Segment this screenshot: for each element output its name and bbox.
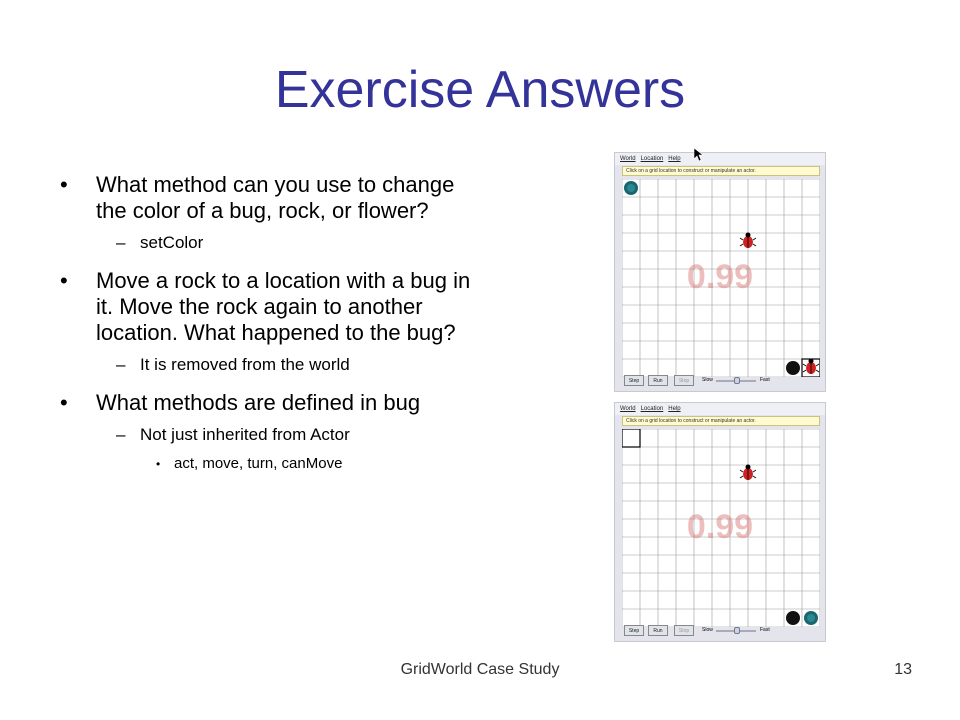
bullet-question-2: [60, 268, 480, 346]
speed-slider-knob[interactable]: [734, 377, 740, 384]
control-bar: [622, 375, 820, 387]
menu-world[interactable]: World: [620, 156, 636, 162]
mouse-cursor-icon: [694, 148, 704, 162]
answer-text: Not just inherited from Actor: [140, 425, 350, 444]
bullet-text: What method can you use to change the color of a bug, rock, or flower?: [96, 172, 455, 223]
stop-button: Stop: [674, 625, 694, 636]
answer-text: setColor: [140, 233, 204, 252]
slow-label: Slow: [702, 377, 713, 383]
menu-help[interactable]: Help: [668, 406, 681, 412]
dash: –: [116, 233, 126, 252]
menu-location[interactable]: Location: [640, 156, 664, 162]
message-bar: Click on a grid location to construct or manipulate an actor.: [622, 166, 820, 176]
step-button[interactable]: Step: [624, 625, 644, 636]
watermark-text: 0.99: [686, 508, 754, 546]
fast-label: Fast: [760, 377, 770, 383]
watermark-text: 0.99: [686, 258, 754, 296]
run-button[interactable]: Run: [648, 375, 668, 386]
menu-location[interactable]: Location: [640, 406, 664, 412]
fast-label: Fast: [760, 627, 770, 633]
footer-title: GridWorld Case Study: [400, 661, 560, 678]
answer-1: [60, 232, 480, 254]
answer-sub-text: act, move, turn, canMove: [174, 455, 343, 472]
bullet-question-1: [60, 172, 480, 224]
step-button[interactable]: Step: [624, 375, 644, 386]
slow-label: Slow: [702, 627, 713, 633]
flower-icon: [804, 611, 818, 625]
bullet-question-3: [60, 390, 480, 416]
answer-3: [60, 424, 480, 446]
answer-text: It is removed from the world: [140, 355, 350, 374]
rock-icon: [786, 611, 800, 625]
answer-3-sub: [60, 454, 480, 474]
stop-button: Stop: [674, 375, 694, 386]
bullet-dot: •: [60, 390, 68, 415]
bullet-dot: •: [156, 457, 161, 471]
flower-icon: [624, 181, 638, 195]
page-number: 13: [894, 661, 912, 678]
menu-world[interactable]: World: [620, 406, 636, 412]
bullet-text: What methods are defined in bug: [96, 390, 421, 415]
menu-bar: [615, 403, 825, 415]
bullet-dot: •: [60, 172, 68, 197]
control-bar: [622, 625, 820, 637]
message-bar: Click on a grid location to construct or manipulate an actor.: [622, 416, 820, 426]
dash: –: [116, 355, 126, 374]
bullet-list: [60, 172, 480, 474]
answer-2: [60, 354, 480, 376]
speed-slider-knob[interactable]: [734, 627, 740, 634]
menu-help[interactable]: Help: [668, 156, 681, 162]
dash: –: [116, 425, 126, 444]
rock-icon: [786, 361, 800, 375]
run-button[interactable]: Run: [648, 625, 668, 636]
bullet-dot: •: [60, 268, 68, 293]
slide-title: Exercise Answers: [274, 61, 686, 119]
menu-bar: [615, 153, 825, 165]
bullet-text: Move a rock to a location with a bug in it. Move the rock again to another location. What happened to the bug?: [96, 268, 471, 345]
